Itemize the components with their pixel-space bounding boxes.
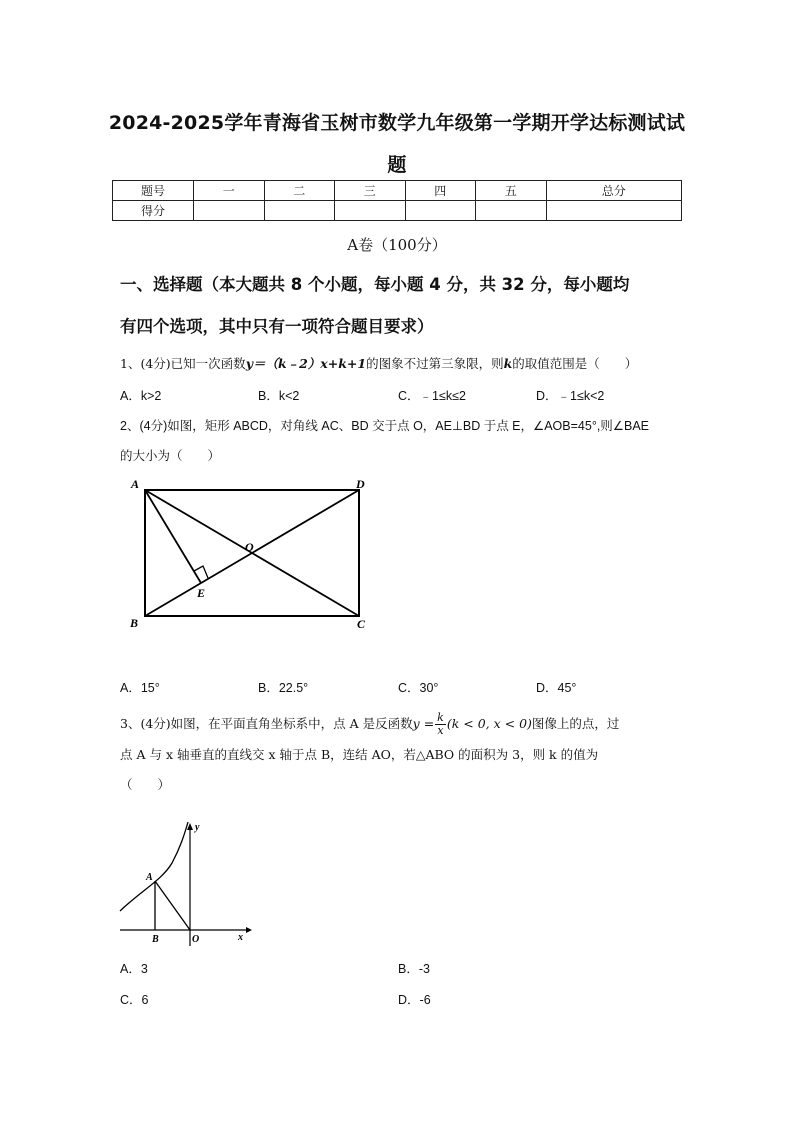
question-2 bbox=[120, 416, 680, 466]
question-3-option-b[interactable]: B．-3 bbox=[398, 962, 430, 976]
score-header-cell: 一 bbox=[194, 181, 265, 201]
score-table bbox=[112, 180, 682, 221]
hyperbola-curve bbox=[120, 822, 188, 911]
label-a: A bbox=[146, 872, 153, 883]
label-o: O bbox=[245, 540, 254, 554]
score-header-cell: 二 bbox=[264, 181, 335, 201]
question-1-formula: y＝（k﹣2）x+k+1 bbox=[245, 356, 367, 371]
question-2-prefix: 2、(4分) bbox=[120, 419, 168, 433]
question-1-option-d[interactable]: D．﹣1≤k<2 bbox=[536, 389, 605, 403]
score-header-cell: 三 bbox=[335, 181, 406, 201]
question-3 bbox=[120, 712, 680, 795]
question-1-text-c: 的取值范围是（ ） bbox=[512, 356, 638, 371]
label-c: C bbox=[357, 617, 366, 631]
question-3-option-c[interactable]: C．6 bbox=[120, 993, 149, 1007]
question-3-func-lhs: y = bbox=[412, 716, 435, 731]
question-1-k: k bbox=[503, 356, 513, 371]
part1-heading bbox=[120, 266, 680, 346]
label-a: A bbox=[131, 477, 140, 491]
question-1-option-c[interactable]: C．﹣1≤k≤2 bbox=[398, 389, 466, 403]
label-e: E bbox=[197, 586, 206, 600]
segment-ae bbox=[145, 490, 201, 583]
question-3-text-a: 如图，在平面直角坐标系中，点 A 是反函数 bbox=[170, 716, 413, 731]
question-3-fraction bbox=[435, 712, 446, 737]
score-input-cell bbox=[335, 201, 406, 221]
question-2-figure bbox=[125, 474, 375, 634]
fraction-denominator: x bbox=[437, 724, 444, 737]
label-b: B bbox=[152, 934, 159, 945]
question-1 bbox=[120, 354, 680, 374]
question-2-option-a[interactable]: A．15° bbox=[120, 681, 160, 695]
question-1-text-a: 已知一次函数 bbox=[170, 356, 246, 371]
score-header-cell: 题号 bbox=[113, 181, 194, 201]
question-3-option-d[interactable]: D．-6 bbox=[398, 993, 431, 1007]
segment-ao bbox=[155, 881, 190, 930]
score-table-header-row bbox=[113, 181, 682, 201]
question-2-option-b[interactable]: B．22.5° bbox=[258, 681, 309, 695]
question-1-option-b[interactable]: B．k<2 bbox=[258, 389, 300, 403]
question-1-prefix: 1、(4分) bbox=[120, 356, 171, 371]
score-input-cell bbox=[476, 201, 547, 221]
question-3-option-a[interactable]: A．3 bbox=[120, 962, 148, 976]
question-3-text-b: 图像上的点，过 bbox=[531, 716, 620, 731]
score-label-cell: 得分 bbox=[113, 201, 194, 221]
label-x: x bbox=[238, 932, 243, 943]
x-axis-arrow bbox=[246, 927, 252, 933]
label-o: O bbox=[192, 934, 200, 945]
question-2-text-line2: 的大小为（ ） bbox=[120, 449, 221, 463]
section-a-title: A卷（100分） bbox=[347, 236, 447, 254]
score-input-cell bbox=[546, 201, 682, 221]
label-d: D bbox=[356, 477, 365, 491]
score-header-cell: 总分 bbox=[546, 181, 682, 201]
question-3-func-cond: (k < 0, x < 0) bbox=[446, 716, 532, 731]
question-3-prefix: 3、(4分) bbox=[120, 716, 171, 731]
score-input-cell bbox=[405, 201, 476, 221]
question-2-option-d[interactable]: D．45° bbox=[536, 681, 577, 695]
question-3-text-line3: （ ） bbox=[120, 777, 171, 792]
page-title-line1: 2024-2025学年青海省玉树市数学九年级第一学期开学达标测试试 bbox=[108, 112, 686, 134]
page-title-line2: 题 bbox=[387, 154, 407, 176]
score-header-cell: 五 bbox=[476, 181, 547, 201]
score-header-cell: 四 bbox=[405, 181, 476, 201]
question-1-option-a[interactable]: A．k>2 bbox=[120, 389, 162, 403]
question-3-figure bbox=[112, 818, 257, 950]
label-y: y bbox=[195, 822, 200, 833]
question-3-text-line2: 点 A 与 x 轴垂直的直线交 x 轴于点 B，连结 AO，若△ABO 的面积为 3，则 k 的值为 bbox=[120, 747, 599, 762]
score-input-cell bbox=[194, 201, 265, 221]
score-input-cell bbox=[264, 201, 335, 221]
score-table-score-row bbox=[113, 201, 682, 221]
fraction-numerator: k bbox=[437, 711, 444, 724]
question-2-option-c[interactable]: C．30° bbox=[398, 681, 439, 695]
question-1-text-b: 的图象不过第三象限，则 bbox=[366, 356, 504, 371]
question-2-text-line1: 如图，矩形 ABCD，对角线 AC、BD 交于点 O，AE⊥BD 于点 E，∠AOB=45°,则∠BAE bbox=[167, 419, 650, 433]
part1-heading-line1: 一、选择题（本大题共 8 个小题，每小题 4 分，共 32 分，每小题均 bbox=[120, 275, 630, 294]
label-b: B bbox=[130, 616, 139, 630]
part1-heading-line2: 有四个选项，其中只有一项符合题目要求） bbox=[120, 317, 434, 336]
